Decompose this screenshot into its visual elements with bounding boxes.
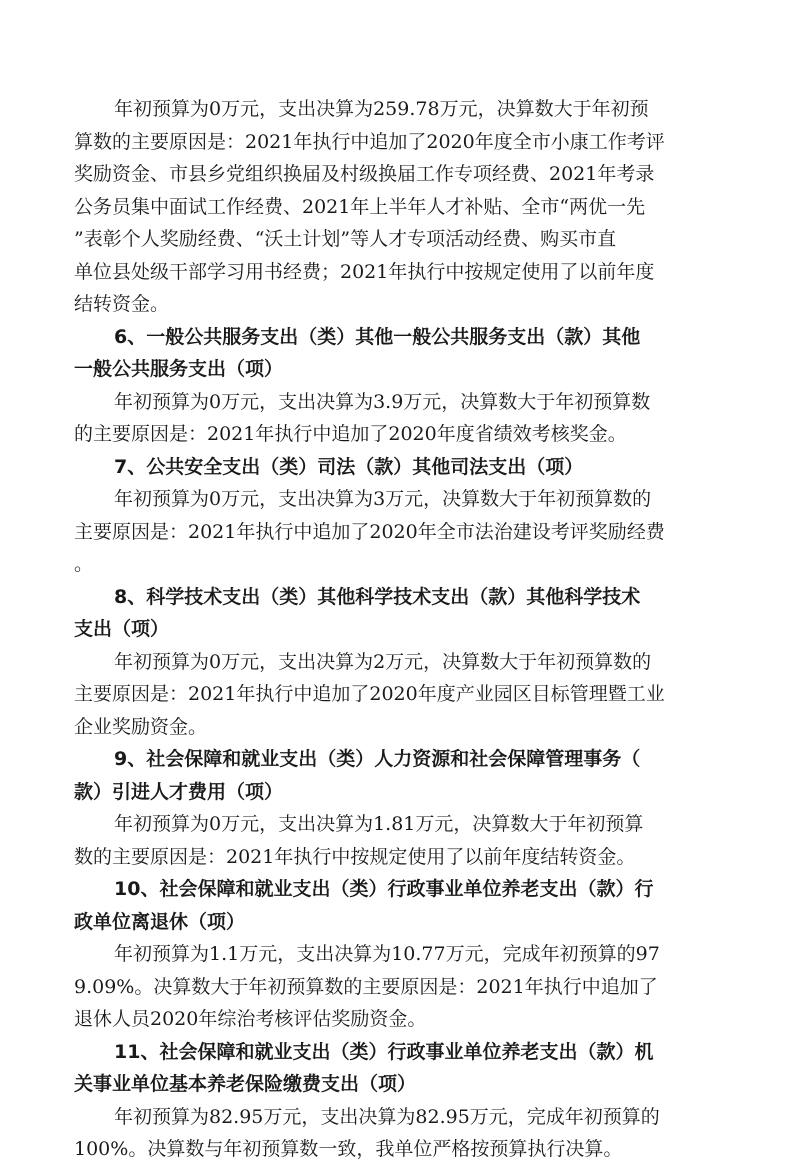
section-heading-line: 支出（项） <box>74 618 170 640</box>
paragraph-line: 数的主要原因是：2021年执行中按规定使用了以前年度结转资金。 <box>74 845 636 868</box>
paragraph-line: 100%。决算数与年初预算数一致，我单位严格按预算执行决算。 <box>74 1138 623 1160</box>
paragraph-line: 结转资金。 <box>74 293 170 315</box>
section-heading-line: 6、一般公共服务支出（类）其他一般公共服务支出（款）其他 <box>114 325 641 348</box>
paragraph-line: 年初预算为0万元，支出决算为1.81万元，决算数大于年初预算 <box>114 813 644 835</box>
paragraph-line: 奖励资金、市县乡党组织换届及村级换届工作专项经费、2021年考录 <box>74 163 655 185</box>
paragraph-line: 退休人员2020年综治考核评估奖励资金。 <box>74 1008 427 1030</box>
paragraph-line: 企业奖励资金。 <box>74 715 208 738</box>
section-heading-line: 关事业单位基本养老保险缴费支出（项） <box>74 1073 417 1095</box>
section-heading-line: 8、科学技术支出（类）其他科学技术支出（款）其他科学技术 <box>114 585 641 608</box>
paragraph-line: 年初预算为0万元，支出决算为2万元，决算数大于年初预算数的 <box>114 650 652 673</box>
paragraph-line: 年初预算为0万元，支出决算为3万元，决算数大于年初预算数的 <box>114 488 652 510</box>
paragraph-line: 的主要原因是：2021年执行中追加了2020年度省绩效考核奖金。 <box>74 423 627 445</box>
section-heading-line: 款）引进人才费用（项） <box>74 780 284 803</box>
section-heading-line: 9、社会保障和就业支出（类）人力资源和社会保障管理事务（ <box>114 748 641 770</box>
section-heading-line: 10、社会保障和就业支出（类）行政事业单位养老支出（款）行 <box>114 878 654 900</box>
paragraph-line: 9.09%。决算数大于年初预算数的主要原因是：2021年执行中追加了 <box>74 975 658 998</box>
paragraph-line: 算数的主要原因是：2021年执行中追加了2020年度全市小康工作考评 <box>74 130 665 153</box>
paragraph-line: 主要原因是：2021年执行中追加了2020年度产业园区目标管理暨工业 <box>74 683 665 705</box>
section-heading-line: 11、社会保障和就业支出（类）行政事业单位养老支出（款）机 <box>114 1040 654 1063</box>
paragraph-line: 年初预算为1.1万元，支出决算为10.77万元，完成年初预算的97 <box>114 943 660 965</box>
paragraph-line: 年初预算为0万元，支出决算为259.78万元，决算数大于年初预 <box>114 98 649 120</box>
section-heading-line: 政单位离退休（项） <box>74 910 246 933</box>
paragraph-line: 年初预算为0万元，支出决算为3.9万元，决算数大于年初预算数 <box>114 390 651 413</box>
paragraph-line: 主要原因是：2021年执行中追加了2020年全市法治建设考评奖励经费 <box>74 520 665 543</box>
paragraph-line: ”表彰个人奖励经费、“沃土计划”等人才专项活动经费、购买市直 <box>74 228 617 250</box>
section-heading-line: 7、公共安全支出（类）司法（款）其他司法支出（项） <box>114 455 584 478</box>
paragraph-line: 。 <box>74 553 94 575</box>
paragraph-line: 公务员集中面试工作经费、2021年上半年人才补贴、全市“两优一先 <box>74 195 646 218</box>
section-heading-line: 一般公共服务支出（项） <box>74 358 284 380</box>
paragraph-line: 单位县处级干部学习用书经费；2021年执行中按规定使用了以前年度 <box>74 260 655 283</box>
paragraph-line: 年初预算为82.95万元，支出决算为82.95万元，完成年初预算的 <box>114 1105 660 1128</box>
